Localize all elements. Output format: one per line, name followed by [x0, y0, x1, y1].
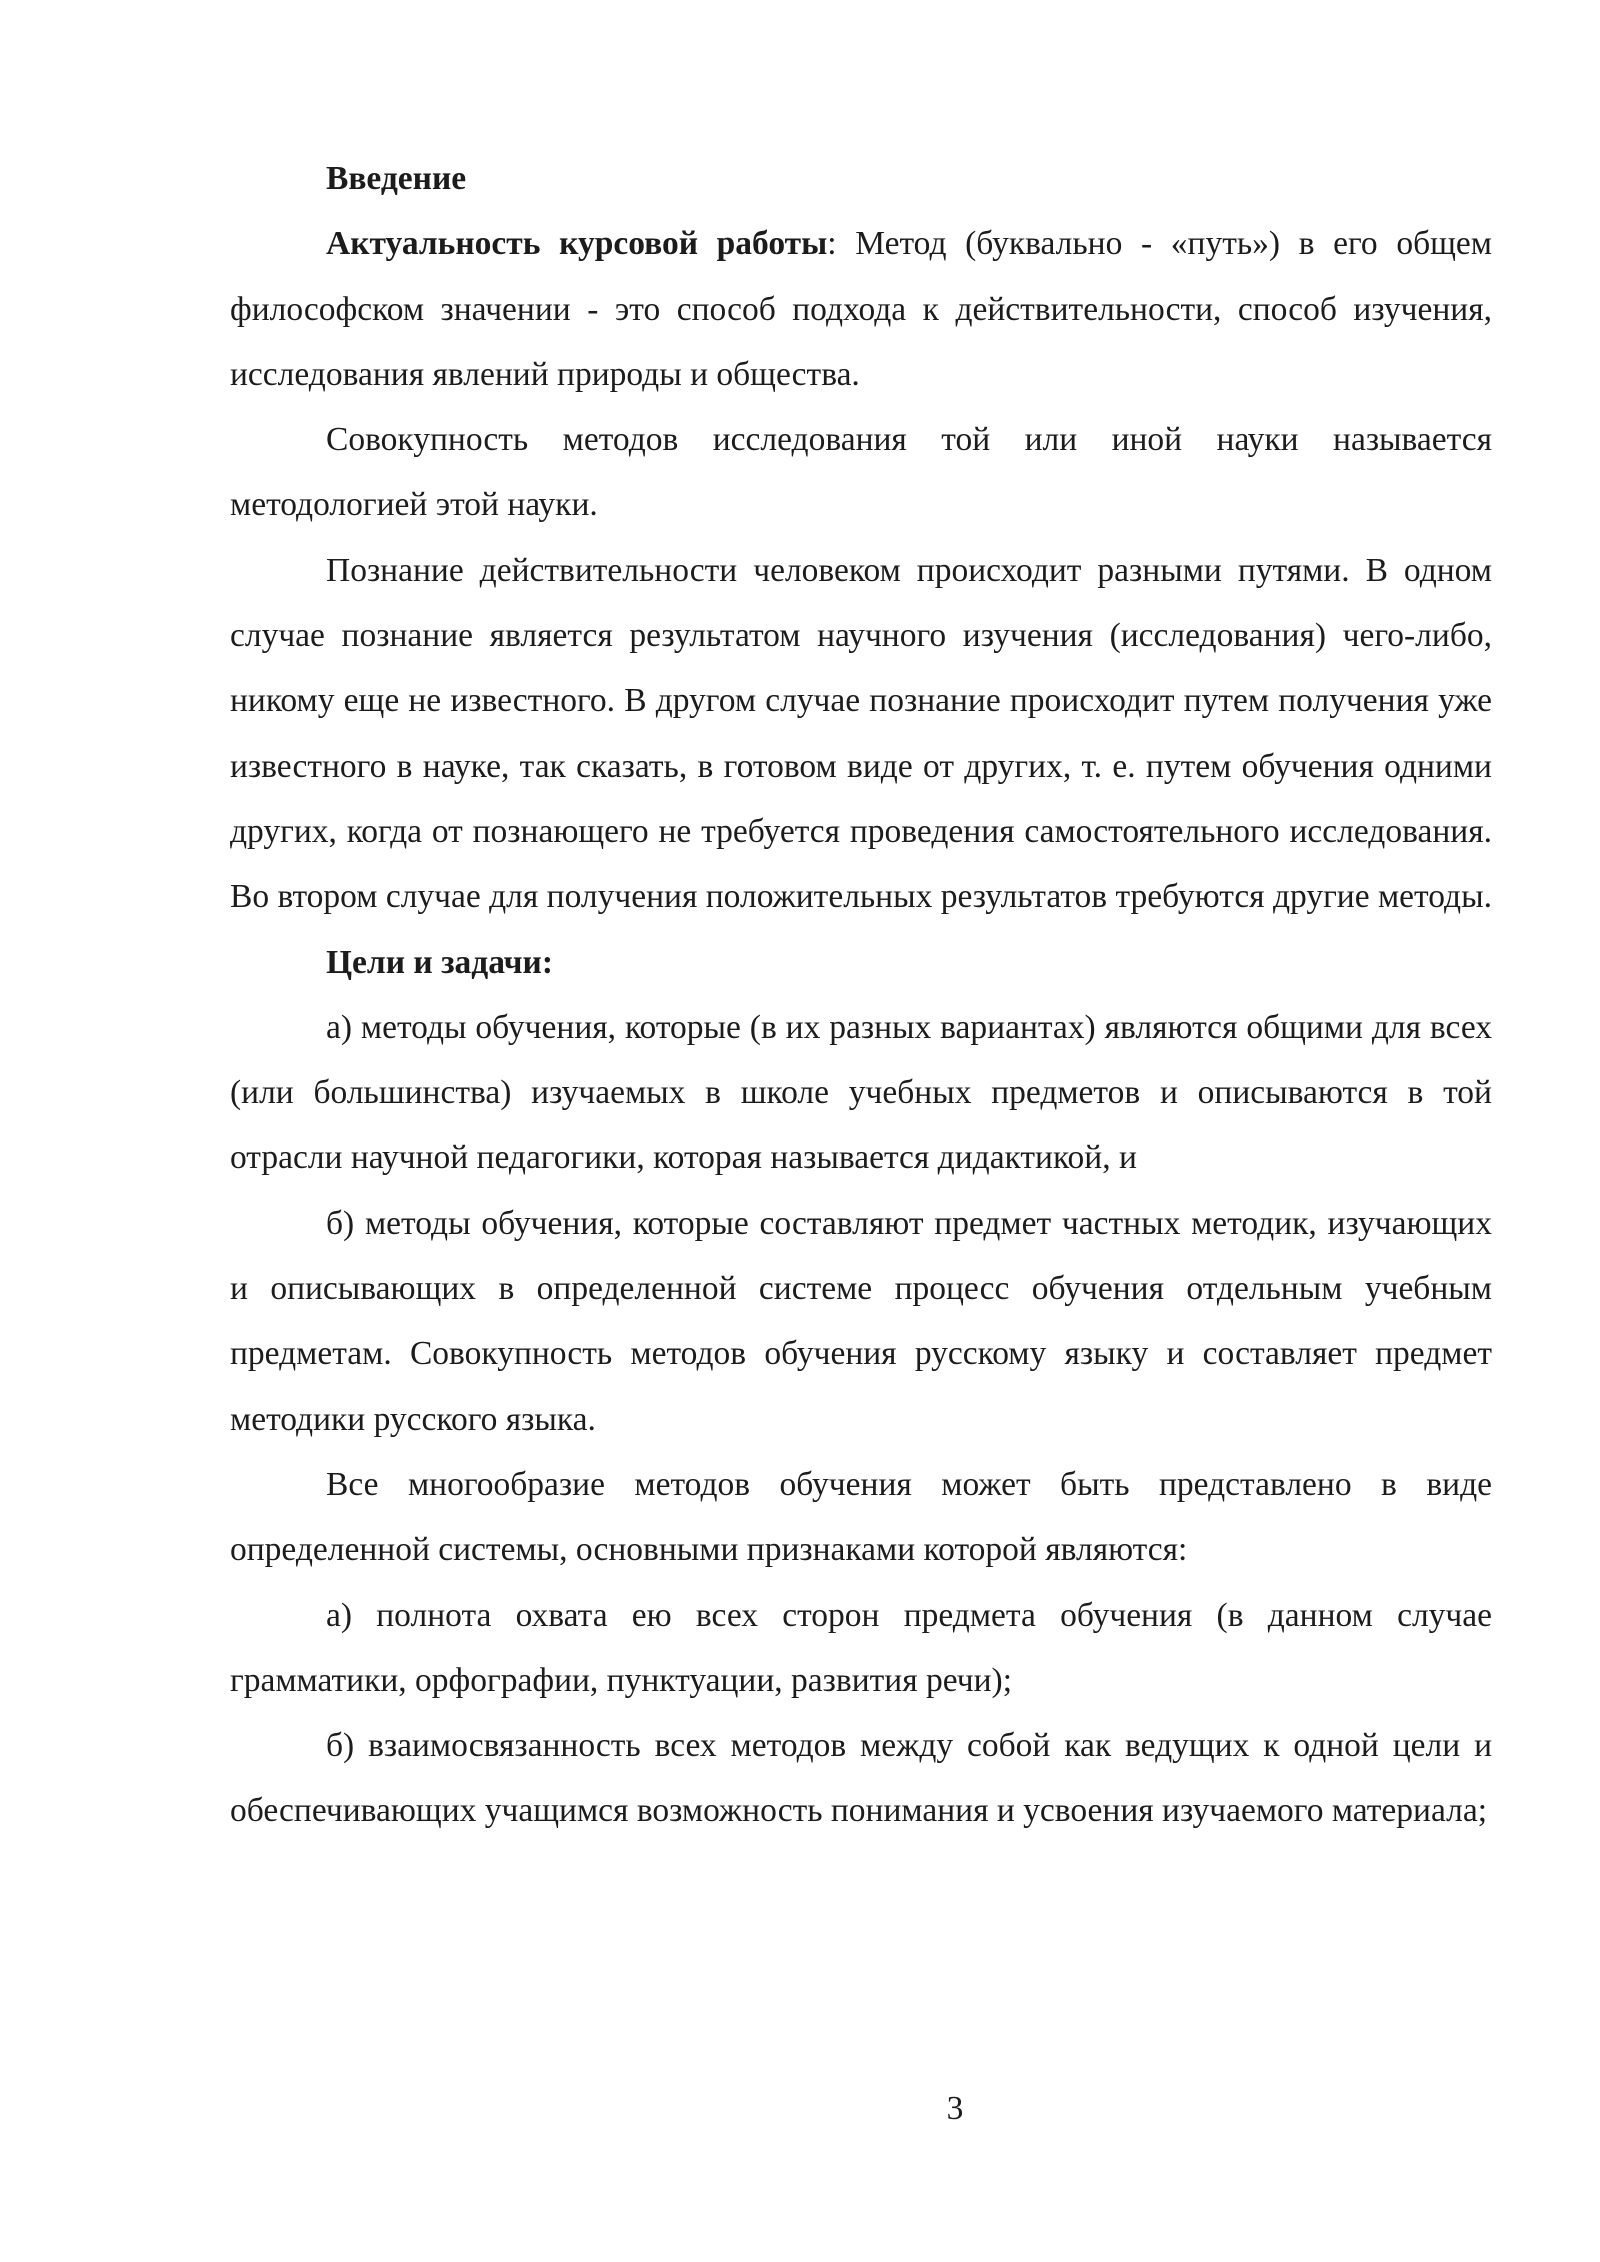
relevance-paragraph: [230, 211, 1492, 407]
relevance-text: : Метод (буквально - «путь») в его общем философском значении - это способ подхода к действительности, способ изучения, исследования явлений природы и общества.: [230, 225, 1492, 393]
section-heading-introduction: Введение: [326, 160, 467, 197]
paragraph-methodology: Совокупность методов исследования той или иной науки называется методологией этой науки.: [230, 421, 1492, 524]
page-number: 3: [946, 2090, 964, 2127]
paragraph-item-a-completeness: а) полнота охвата ею всех сторон предмета обучения (в данном случае грамматики, орфографии, пунктуации, развития речи);: [230, 1596, 1492, 1699]
section-heading-goals: Цели и задачи:: [326, 943, 553, 981]
page-body: [230, 146, 1492, 1844]
paragraph-system-of-methods: Все многообразие методов обучения может быть представлено в виде определенной системы, основными признаками которой являются:: [230, 1465, 1492, 1569]
paragraph-item-a-didactics: а) методы обучения, которые (в их разных вариантах) являются общими для всех (или большинства) изучаемых в школе учебных предметов и описываются в той отрасли научной педагогики, которая называется дидактикой, и: [230, 1008, 1492, 1177]
paragraph-item-b-private-methods: б) методы обучения, которые составляют предмет частных методик, изучающих и описывающих в определенной системе процесс обучения отдельным учебным предметам. Совокупность методов обучения русскому языку и составляет предмет методики русского языка.: [230, 1204, 1492, 1438]
paragraph-item-b-interconnection: б) взаимосвязанность всех методов между собой как ведущих к одной цели и обеспечивающих учащимся возможность понимания и усвоения изучаемого материала;: [230, 1727, 1492, 1830]
relevance-label: Актуальность курсовой работы: [326, 225, 828, 263]
paragraph-cognition: Познание действительности человеком происходит разными путями. В одном случае познание является результатом научного изучения (исследования) чего-либо, никому еще не известного. В другом случае познание происходит путем получения уже известного в науке, так сказать, в готовом виде от других, т. е. путем обучения одними других, когда от познающего не требуется проведения самостоятельного исследования. Во втором случае для получения положительных результатов требуются другие методы.: [230, 551, 1492, 916]
